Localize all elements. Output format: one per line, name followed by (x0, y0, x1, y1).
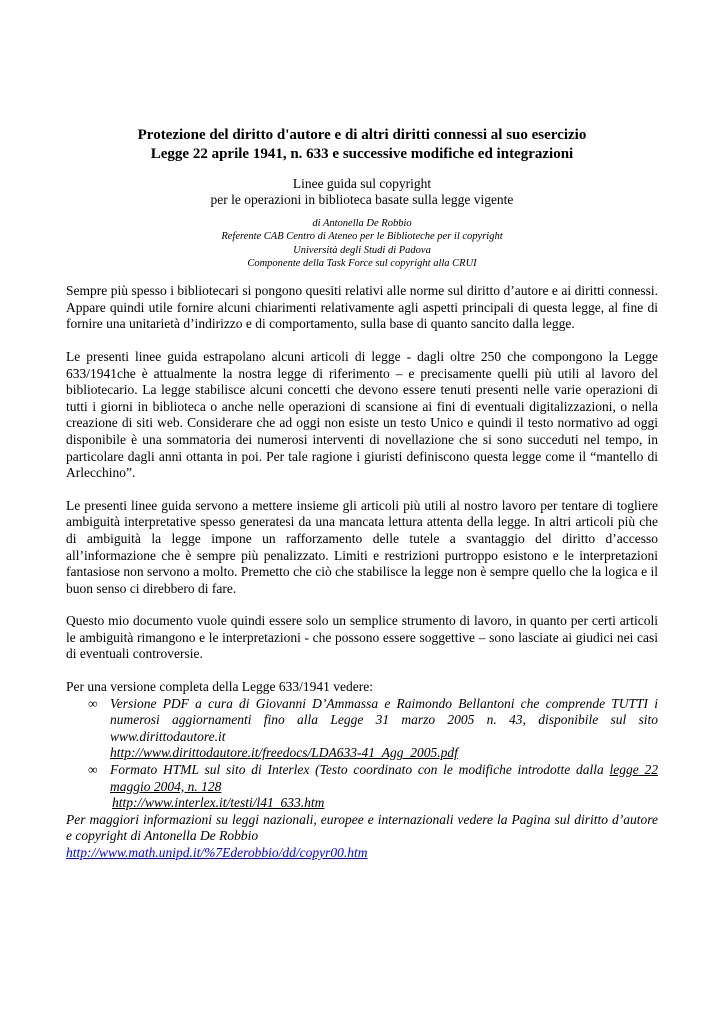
author-role-2: Università degli Studi di Padova (293, 244, 431, 256)
reference-item-html (66, 762, 658, 812)
law-link[interactable]: legge 22 maggio 2004, n. 128 (110, 762, 658, 794)
subtitle-line-1: Linee guida sul copyright (292, 176, 432, 191)
document-title (66, 126, 658, 164)
title-line-1: Protezione del diritto d'autore e di altri diritti connessi al suo esercizio (137, 127, 587, 143)
paragraph-1: Sempre più spesso i bibliotecari si pongono quesiti relativi alle norme sul diritto d’autore e ai diritti connessi. Appare quindi utile fornire alcuni chiarimenti relativamente agli aspetti principali di questa legge, al fine di fornire una unitarietà d’indirizzo e di comportamento, sulla base di quanto sancito dalla legge. (66, 283, 658, 332)
infinity-bullet-icon: ∞ (88, 695, 98, 711)
infinity-bullet-icon: ∞ (88, 762, 98, 778)
document-subtitle (66, 176, 658, 208)
document-page (66, 126, 658, 862)
paragraph-4: Questo mio documento vuole quindi essere solo un semplice strumento di lavoro, in quanto per certi articoli le ambiguità rimangono e le interpretazioni - che possono essere soggettive – sono lasciate ai giudici nei casi di eventuali controversie. (66, 613, 658, 662)
references-list (66, 696, 658, 812)
footer-text: Per maggiori informazioni su leggi nazionali, europee e internazionali vedere la Pagina sul diritto d’autore e copyright di Antonella De Robbio (66, 811, 658, 844)
author-byline (66, 217, 658, 270)
references-intro: Per una versione completa della Legge 633/1941 vedere: (66, 679, 374, 695)
reference-item-pdf (66, 696, 658, 762)
reference-item-html-text: Formato HTML sul sito di Interlex (Testo coordinato con le modifiche introdotte dalla (110, 762, 610, 778)
footer-link[interactable]: http://www.math.unipd.it/%7Ederobbio/dd/copyr00.htm (66, 845, 368, 860)
paragraph-2: Le presenti linee guida estrapolano alcuni articoli di legge - dagli oltre 250 che compongono la Legge 633/1941che è attualmente la nostra legge di riferimento – e precisamente quelli più utili al lavoro del bibliotecario. La legge stabilisce alcuni concetti che devono essere tenuti presenti nelle varie operazioni di tutti i giorni in biblioteca o anche nelle operazioni di scansione ai fini di eventuali digitalizzazioni, o nella creazione di siti web. Considerare che ad oggi non esiste un testo Unico e quindi il testo normativo ad oggi disponibile è una sommatoria dei numerosi interventi di novellazione che si sono succeduti nel tempo, in particolare dagli anni ottanta in poi. Per tale ragione i giuristi definiscono questa legge come il “mantello di Arlecchino”. (66, 348, 658, 481)
reference-item-html-url[interactable]: http://www.interlex.it/testi/l41_633.htm (112, 795, 325, 811)
title-line-2: Legge 22 aprile 1941, n. 633 e successive modifiche ed integrazioni (150, 146, 574, 162)
footer-note (66, 812, 658, 862)
reference-item-pdf-url[interactable]: http://www.dirittodautore.it/freedocs/LDA633-41_Agg_2005.pdf (110, 745, 458, 761)
author-role-1: Referente CAB Centro di Ateneo per le Biblioteche per il copyright (221, 231, 503, 243)
subtitle-line-2: per le operazioni in biblioteca basate sulla legge vigente (210, 192, 514, 207)
author-role-3: Componente della Task Force sul copyright alla CRUI (247, 257, 477, 269)
reference-item-pdf-text: Versione PDF a cura di Giovanni D’Ammassa e Raimondo Bellantoni che comprende TUTTI i numerosi aggiornamenti fino alla Legge 31 marzo 2005 n. 43, disponibile sul sito www.dirittodautore.it (110, 695, 658, 744)
author-name: di Antonella De Robbio (312, 218, 412, 229)
paragraph-3: Le presenti linee guida servono a mettere insieme gli articoli più utili al nostro lavoro per tentare di togliere ambiguità interpretative spesso generatesi da una mancata lettura attenta della legge. In altri articoli più che di ambiguità la legge impone un rafforzamento delle tutele a svantaggio del diritto d’accesso all’informazione che è sempre più penalizzato. Limiti e restrizioni purtroppo esistono e le interpretazioni fantasiose non servono a molto. Premetto che ciò che stabilisce la legge non è sempre quello che la logica e il buon senso ci direbbero di fare. (66, 497, 658, 596)
